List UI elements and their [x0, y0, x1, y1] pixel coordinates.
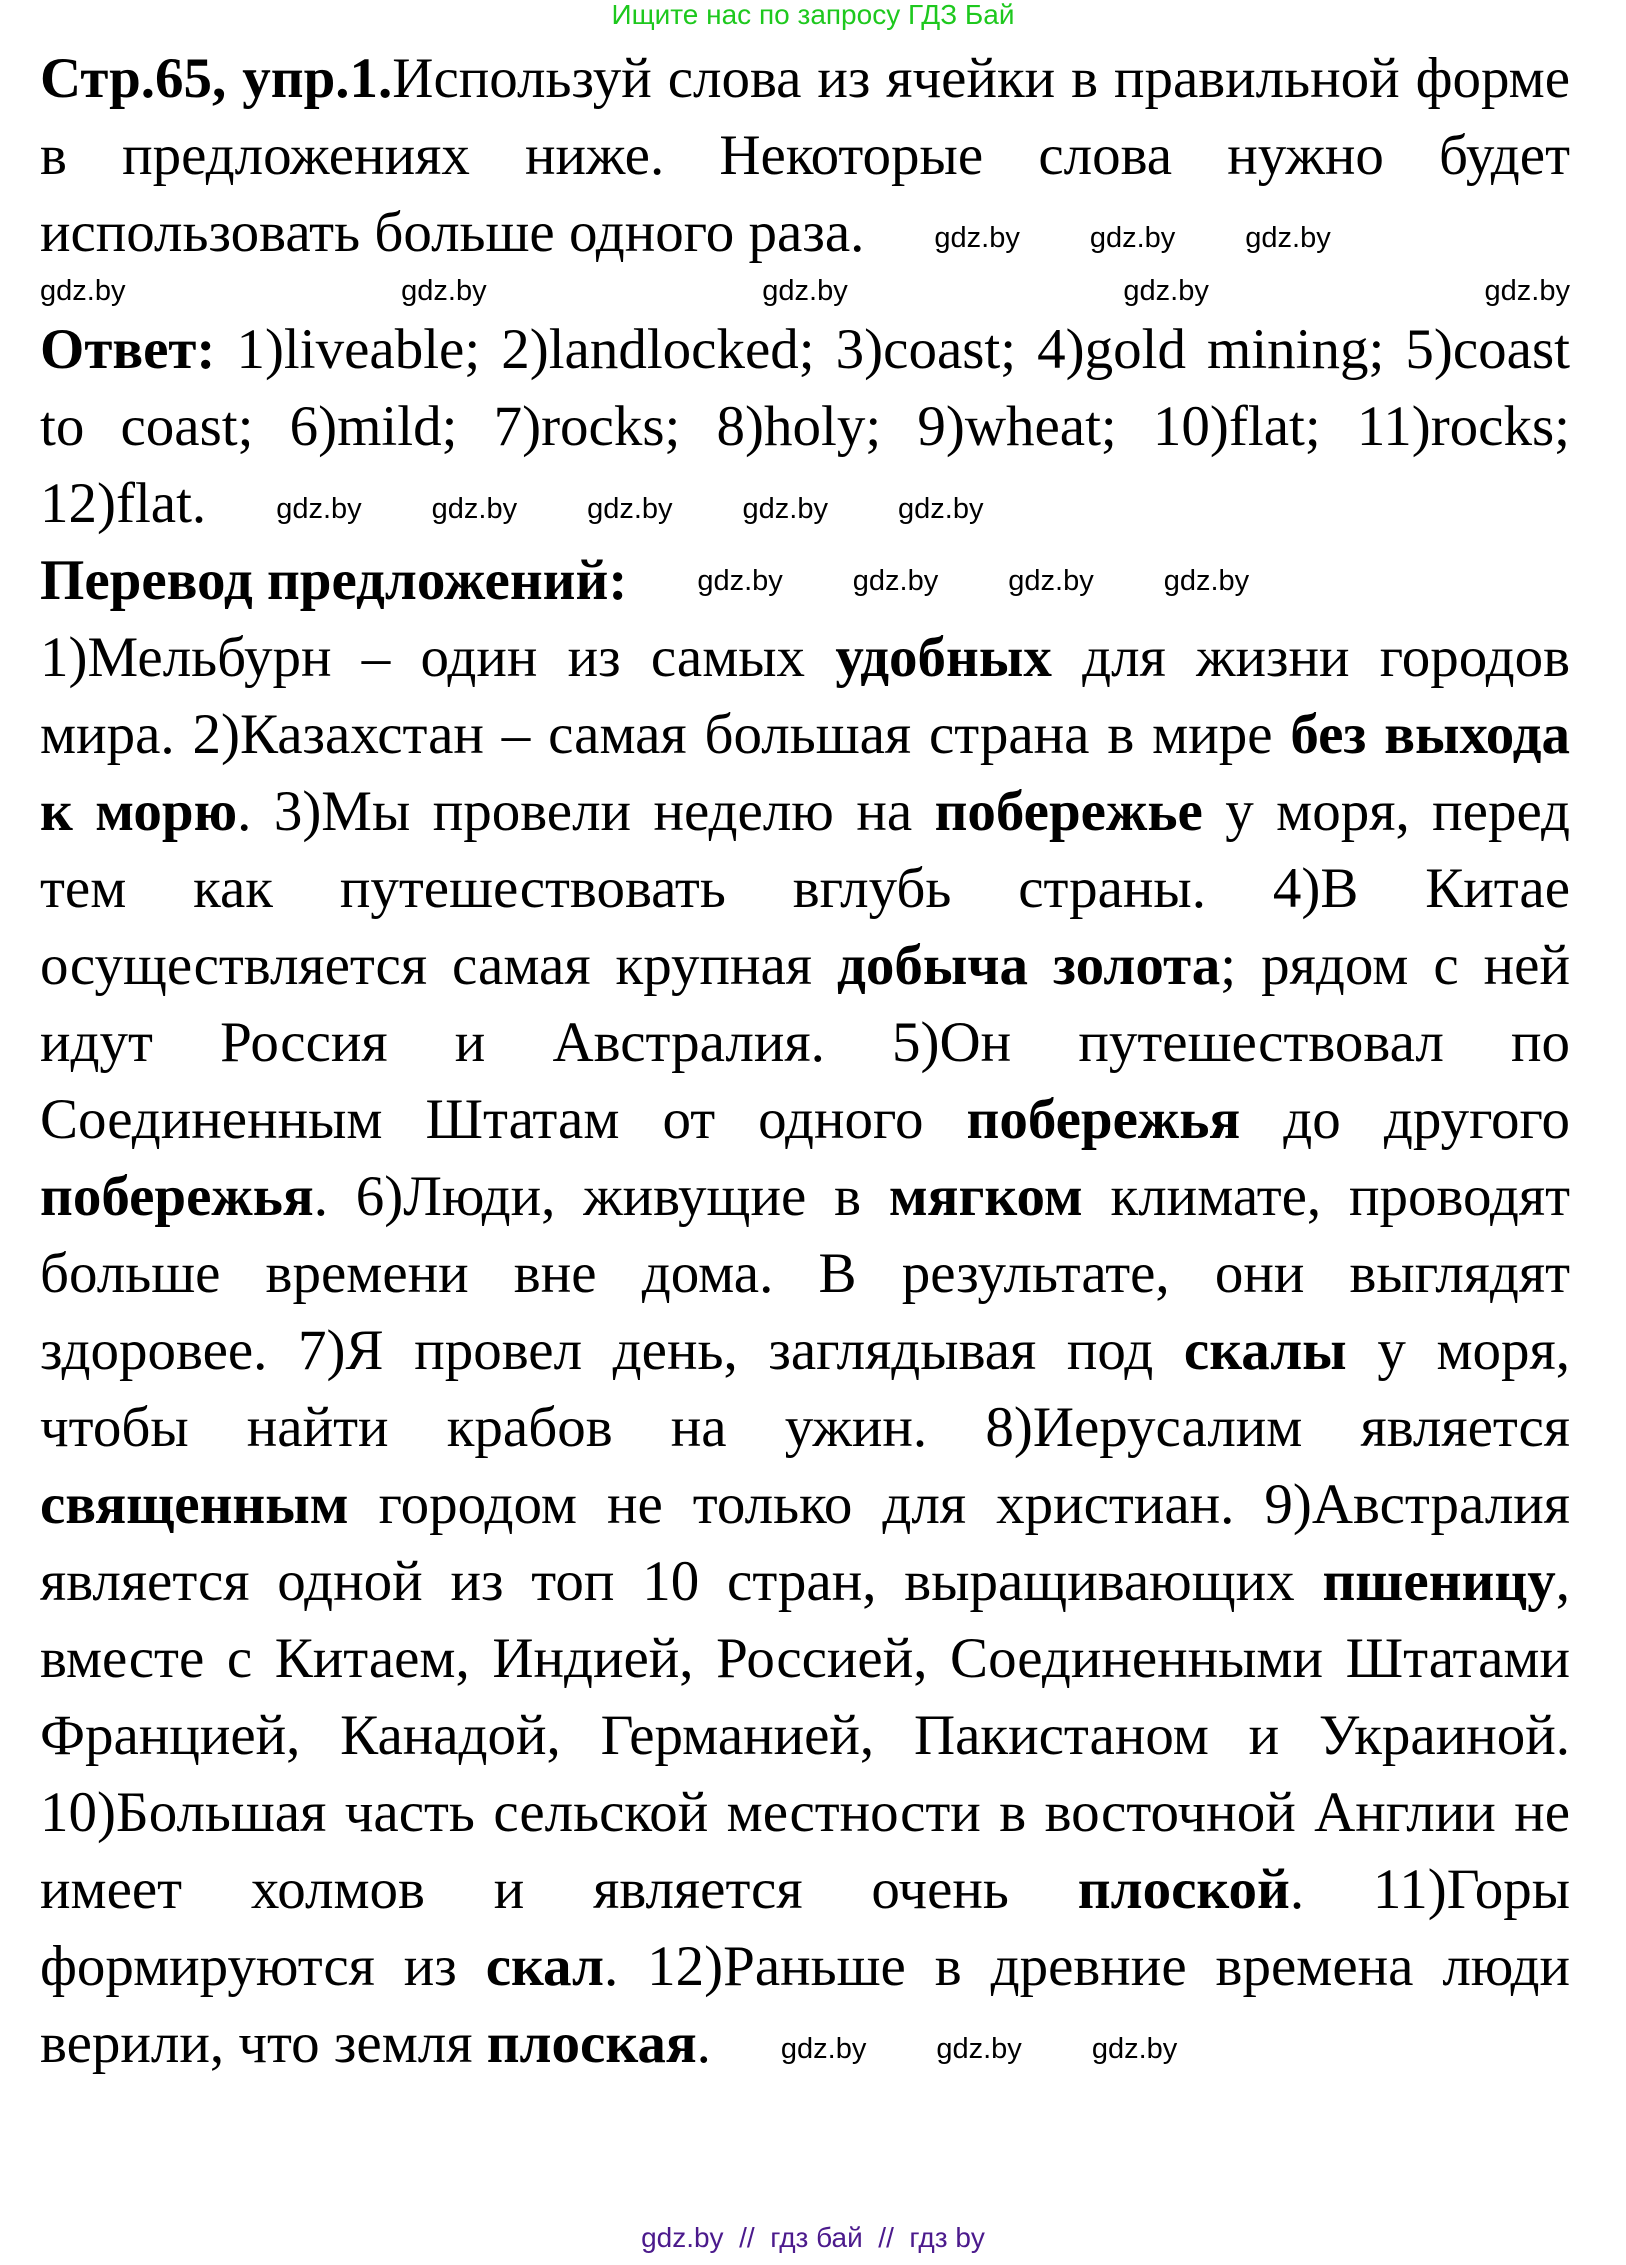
body-text: у моря, чтобы найти крабов на ужин. 8)Иерусалим является [40, 1319, 1570, 1459]
watermark-row [40, 271, 1570, 311]
highlighted-word: скалы [1183, 1319, 1347, 1382]
highlighted-word: пшеницу [1322, 1550, 1556, 1613]
watermark: gdz.by [401, 275, 487, 307]
body-text: у моря, перед тем как путешествовать вглубь страны. 4)В Китае осуществляется самая крупная [40, 780, 1570, 997]
highlighted-word: без выхода к морю [40, 703, 1571, 843]
body-text: , вместе с Китаем, Индией, Россией, Соединенными Штатами Францией, Канадой, Германией, Пакистаном и Украиной. 10)Большая часть сельской местности в восточной Англии не имеет холмов и является очень [40, 1550, 1570, 1921]
body-text: для жизни городов мира. 2)Казахстан – самая большая страна в мире [40, 626, 1570, 766]
answer-label: Ответ: [40, 318, 216, 381]
task-label: Стр.65, упр.1. [40, 47, 393, 110]
watermark: gdz.by [780, 2032, 867, 2065]
highlighted-word: побережье [934, 780, 1203, 843]
body-text: 1)Мельбурн – один из самых [40, 626, 836, 689]
watermark: gdz.by [1123, 275, 1209, 307]
body-text: . [696, 2012, 711, 2075]
task-text: Используй слова из ячейки в правильной форме в предложениях ниже. Некоторые слова нужно будет использовать больше одного раза. [40, 47, 1571, 264]
watermark: gdz.by [697, 564, 783, 597]
watermark: gdz.by [1008, 564, 1094, 597]
watermark: gdz.by [1091, 2032, 1178, 2065]
body-text: ; рядом с ней идут Россия и Австралия. 5)Он путешествовал по Соединенным Штатам от одного [40, 934, 1570, 1151]
highlighted-word: скал [485, 1935, 604, 1998]
content [40, 40, 1570, 2082]
watermark: gdz.by [1089, 221, 1176, 254]
body-text: климате, проводят больше времени вне дома. В результате, они выглядят здоровее. 7)Я провел день, заглядывая под [40, 1165, 1570, 1382]
answer [40, 311, 1570, 542]
body-text: . 3)Мы провели неделю на [237, 780, 935, 843]
body-text: городом не только для христиан. 9)Австралия является одной из топ 10 стран, выращивающих [40, 1473, 1570, 1613]
translation-heading-row [40, 542, 1570, 619]
answer-text: 1)liveable; 2)landlocked; 3)coast; 4)gold mining; 5)coast to coast; 6)mild; 7)rocks; 8)holy; 9)wheat; 10)flat; 11)rocks; 12)flat. [40, 318, 1570, 535]
footer-links: gdz.by // гдз бай // гдз by [641, 2222, 985, 2253]
body-text: . 6)Люди, живущие в [313, 1165, 889, 1228]
watermark: gdz.by [1245, 221, 1331, 254]
highlighted-word: плоская [486, 2012, 697, 2075]
translation-heading: Перевод предложений: [40, 549, 628, 612]
watermark: gdz.by [852, 564, 939, 597]
body-text: . 11)Горы формируются из [40, 1858, 1571, 1998]
highlighted-word: побережья [966, 1088, 1241, 1151]
watermark: gdz.by [40, 275, 126, 307]
watermark: gdz.by [898, 492, 984, 525]
watermark: gdz.by [1484, 275, 1570, 307]
watermark: gdz.by [276, 492, 362, 525]
body-text: . 12)Раньше в древние времена люди верили, что земля [40, 1935, 1570, 2075]
watermark: gdz.by [762, 275, 848, 307]
highlighted-word: плоской [1077, 1858, 1290, 1921]
highlighted-word: побережья [40, 1165, 314, 1228]
highlighted-word: добыча золота [837, 934, 1221, 997]
highlighted-word: удобных [835, 626, 1052, 689]
search-hint-banner: Ищите нас по запросу ГДЗ Бай [611, 0, 1015, 30]
translation-body [40, 619, 1570, 2082]
body-text: до другого [1240, 1088, 1570, 1151]
highlighted-word: священным [40, 1473, 349, 1536]
watermark: gdz.by [587, 492, 673, 525]
watermark: gdz.by [431, 492, 518, 525]
highlighted-word: мягком [888, 1165, 1083, 1228]
watermark: gdz.by [1163, 564, 1250, 597]
task-statement [40, 40, 1570, 271]
watermark: gdz.by [934, 221, 1020, 254]
watermark: gdz.by [742, 492, 828, 525]
watermark: gdz.by [936, 2032, 1022, 2065]
